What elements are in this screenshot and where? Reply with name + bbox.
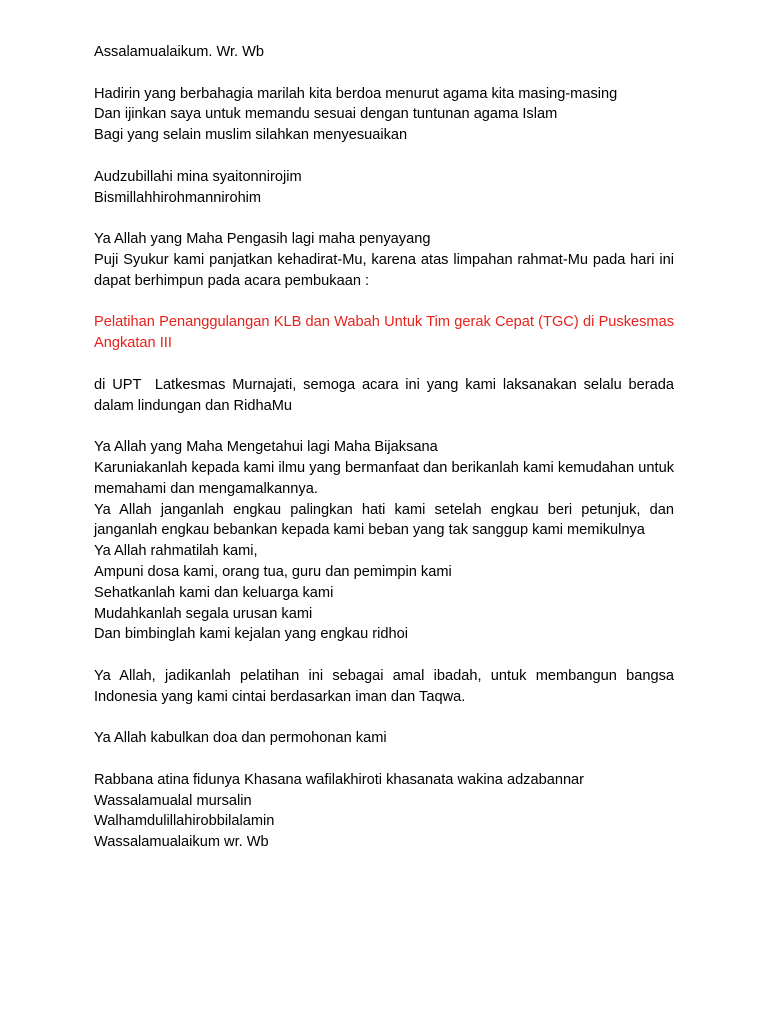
greeting <box>94 42 674 63</box>
prayer-line: Ya Allah rahmatilah kami, <box>94 543 258 560</box>
prayer-line: Mudahkanlah segala urusan kami <box>94 605 313 622</box>
prayer-line: Ampuni dosa kami, orang tua, guru dan pemimpin kami <box>94 563 452 580</box>
praise-line: Puji Syukur kami panjatkan kehadirat-Mu, karena atas limpahan rahmat-Mu pada hari ini dapat berhimpun pada acara pembukaan : <box>94 251 679 289</box>
opening-paragraph <box>94 167 674 209</box>
event-title-text: Pelatihan Penanggulangan KLB dan Wabah Untuk Tim gerak Cepat (TGC) di Puskesmas Angkatan III <box>94 314 678 352</box>
request-paragraph <box>94 728 674 749</box>
location-paragraph <box>94 375 679 417</box>
training-prayer-paragraph <box>94 666 679 708</box>
event-title <box>94 312 678 354</box>
location-text: di UPT Latkesmas Murnajati, semoga acara ini yang kami laksanakan selalu berada dalam lindungan dan RidhaMu <box>94 376 679 414</box>
prayer-line: Ya Allah yang Maha Mengetahui lagi Maha Bijaksana <box>94 439 438 456</box>
prayers-paragraph <box>94 437 679 645</box>
intro-line: Bagi yang selain muslim silahkan menyesuaikan <box>94 127 408 144</box>
closing-line: Wassalamualaikum wr. Wb <box>94 834 269 851</box>
intro-paragraph <box>94 84 674 146</box>
prayer-line: Sehatkanlah kami dan keluarga kami <box>94 584 334 601</box>
intro-line: Hadirin yang berbahagia marilah kita berdoa menurut agama kita masing-masing <box>94 85 618 102</box>
praise-paragraph <box>94 229 679 291</box>
document-page <box>94 42 679 874</box>
greeting-line: Assalamualaikum. Wr. Wb <box>94 44 265 60</box>
prayer-line: Karuniakanlah kepada kami ilmu yang bermanfaat dan berikanlah kami kemudahan untuk memahami dan mengamalkannya. <box>94 459 679 497</box>
prayer-line: Dan bimbinglah kami kejalan yang engkau ridhoi <box>94 626 408 643</box>
opening-line: Audzubillahi mina syaitonnirojim <box>94 168 302 185</box>
closing-line: Wassalamualal mursalin <box>94 792 252 809</box>
closing-line: Rabbana atina fidunya Khasana wafilakhiroti khasanata wakina adzabannar <box>94 771 585 788</box>
closing-line: Walhamdulillahirobbilalamin <box>94 813 275 830</box>
training-prayer-text: Ya Allah, jadikanlah pelatihan ini sebagai amal ibadah, untuk membangun bangsa Indonesia yang kami cintai berdasarkan iman dan Taqwa. <box>94 667 679 705</box>
intro-line: Dan ijinkan saya untuk memandu sesuai dengan tuntunan agama Islam <box>94 106 558 123</box>
prayer-line: Ya Allah janganlah engkau palingkan hati kami setelah engkau beri petunjuk, dan janganlah engkau bebankan kepada kami beban yang tak sanggup kami memikulnya <box>94 501 679 539</box>
opening-line: Bismillahhirohmannirohim <box>94 189 262 206</box>
request-text: Ya Allah kabulkan doa dan permohonan kami <box>94 730 387 747</box>
closing-paragraph <box>94 770 674 853</box>
praise-line: Ya Allah yang Maha Pengasih lagi maha penyayang <box>94 231 431 248</box>
